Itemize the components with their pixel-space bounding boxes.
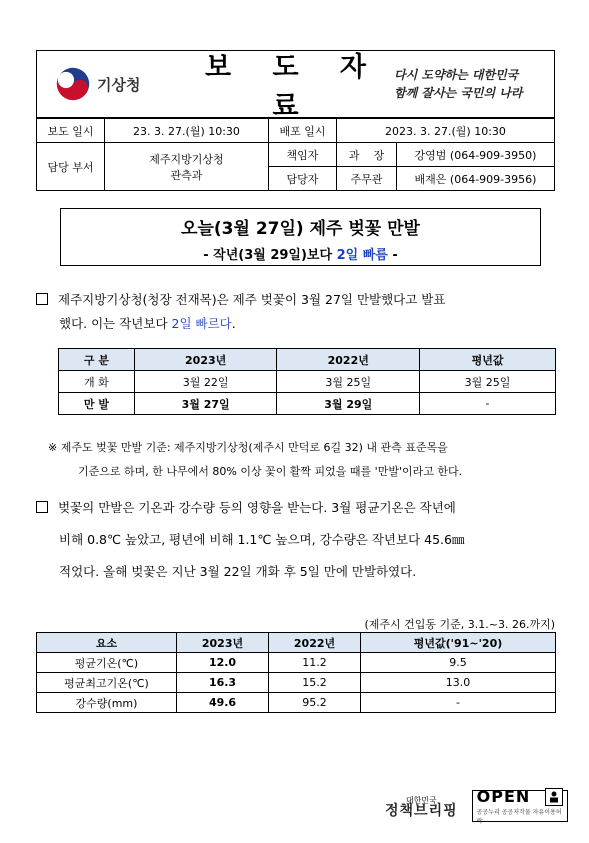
open-subtext: 공공누리 공공저작물 자유이용허락 xyxy=(476,809,562,825)
para2-line-1: 벚꽃의 만발은 기온과 강수량 등의 영향을 받는다. 3월 평균기온은 작년에 xyxy=(58,500,456,515)
table-cell: 평균기온(℃) xyxy=(37,653,177,673)
headline-box xyxy=(60,208,541,266)
org-name: 기상청 xyxy=(97,75,141,94)
policy-briefing-logo xyxy=(385,796,458,819)
para1-line-2c: . xyxy=(231,316,236,331)
table-header: 2023년 xyxy=(177,633,269,653)
table-cell: 16.3 xyxy=(177,673,269,693)
para1-line-2a: 했다. 이는 작년보다 xyxy=(59,316,172,331)
kma-logo xyxy=(37,66,177,102)
resp-role: 과 장 xyxy=(337,143,397,167)
table-cell: 만 발 xyxy=(59,393,135,415)
table-cell: 95.2 xyxy=(269,693,361,713)
table-cell: 3월 25일 xyxy=(420,371,556,393)
slogan xyxy=(394,66,554,102)
resp-label: 책임자 xyxy=(269,143,337,167)
table-cell: 개 화 xyxy=(59,371,135,393)
page-title: 보 도 자 료 xyxy=(204,52,383,122)
person-icon xyxy=(545,788,563,806)
table-header: 2022년 xyxy=(277,349,420,371)
para2-line-3: 적었다. 올해 벚꽃은 지난 3월 22일 개화 후 5일 만에 만발하였다. xyxy=(59,564,417,579)
dept-line-2: 관측과 xyxy=(170,168,203,182)
table-header: 2022년 xyxy=(269,633,361,653)
checkbox-bullet-icon xyxy=(36,501,48,513)
table-header: 2023년 xyxy=(134,349,277,371)
table-row xyxy=(37,673,556,693)
paragraph-1 xyxy=(36,288,558,336)
release-label: 보도 일시 xyxy=(37,119,105,143)
kogl-open-badge xyxy=(472,787,568,825)
paragraph-2 xyxy=(36,492,558,588)
note-line-2: 기준으로 하며, 한 나무에서 80% 이상 꽃이 활짝 피었을 때를 '만발'이라고 한다. xyxy=(78,465,463,478)
table-cell: 9.5 xyxy=(361,653,556,673)
open-text: OPEN xyxy=(476,787,531,806)
table-cell: 49.6 xyxy=(177,693,269,713)
dept-line-1: 제주지방기상청 xyxy=(149,152,224,166)
table-cell: - xyxy=(420,393,556,415)
taegeuk-icon xyxy=(55,66,91,102)
slogan-line-1: 다시 도약하는 대한민국 xyxy=(394,68,519,82)
table-cell: 15.2 xyxy=(269,673,361,693)
table-row xyxy=(59,393,556,415)
table-header: 평년값 xyxy=(420,349,556,371)
policy-big-text: 정책브리핑 xyxy=(385,803,458,819)
table-cell: 평균최고기온(℃) xyxy=(37,673,177,693)
para1-highlight: 2일 빠르다 xyxy=(171,316,232,331)
table-row xyxy=(37,653,556,673)
contact-role: 주무관 xyxy=(337,167,397,191)
table-cell: 강수량(mm) xyxy=(37,693,177,713)
resp-name: 강영범 (064-909-3950) xyxy=(397,143,555,167)
release-info-table xyxy=(36,118,555,191)
table-cell: 13.0 xyxy=(361,673,556,693)
table-row xyxy=(37,693,556,713)
note-line-1: ※ 제주도 벚꽃 만발 기준: 제주지방기상청(제주시 만덕로 6길 32) 내 관측 표준목을 xyxy=(48,441,448,454)
dept-label: 담당 부서 xyxy=(37,143,105,191)
dist-label: 배포 일시 xyxy=(269,119,337,143)
para1-line-1: 제주지방기상청(청장 전재목)은 제주 벚꽃이 3월 27일 만발했다고 발표 xyxy=(58,292,446,307)
slogan-line-2: 함께 잘사는 국민의 나라 xyxy=(394,86,523,100)
table-header: 요소 xyxy=(37,633,177,653)
release-value: 23. 3. 27.(월) 10:30 xyxy=(105,119,269,143)
headline: 오늘(3월 27일) 제주 벚꽃 만발 xyxy=(181,219,420,239)
subheadline-highlight: 2일 빠름 xyxy=(336,248,388,263)
table-cell: 11.2 xyxy=(269,653,361,673)
table-cell: 3월 27일 xyxy=(134,393,277,415)
weather-table xyxy=(36,632,556,713)
footer-logos xyxy=(385,787,568,825)
table-cell: 3월 25일 xyxy=(277,371,420,393)
subheadline-prefix: - 작년(3월 29일)보다 xyxy=(203,248,337,263)
table-cell: 12.0 xyxy=(177,653,269,673)
table-header: 구 분 xyxy=(59,349,135,371)
table-header: 평년값('91~'20) xyxy=(361,633,556,653)
dist-value: 2023. 3. 27.(월) 10:30 xyxy=(337,119,555,143)
table-cell: 3월 22일 xyxy=(134,371,277,393)
policy-small-text: 대한민국 xyxy=(405,796,437,805)
dept-value xyxy=(105,143,269,191)
subheadline xyxy=(61,244,540,263)
data-source-note: (제주시 건입동 기준, 3.1.~3. 26.까지) xyxy=(364,618,555,631)
contact-label: 담당자 xyxy=(269,167,337,191)
table-row xyxy=(59,371,556,393)
bloom-definition-note xyxy=(48,436,558,484)
checkbox-bullet-icon xyxy=(36,293,48,305)
table-cell: 3월 29일 xyxy=(277,393,420,415)
subheadline-suffix: - xyxy=(387,248,398,263)
press-release-header xyxy=(36,50,555,122)
contact-name: 배재은 (064-909-3956) xyxy=(397,167,555,191)
para2-line-2: 비해 0.8℃ 높았고, 평년에 비해 1.1℃ 높으며, 강수량은 작년보다 45.6㎜ xyxy=(59,532,465,547)
table-cell: - xyxy=(361,693,556,713)
bloom-comparison-table xyxy=(58,348,556,415)
